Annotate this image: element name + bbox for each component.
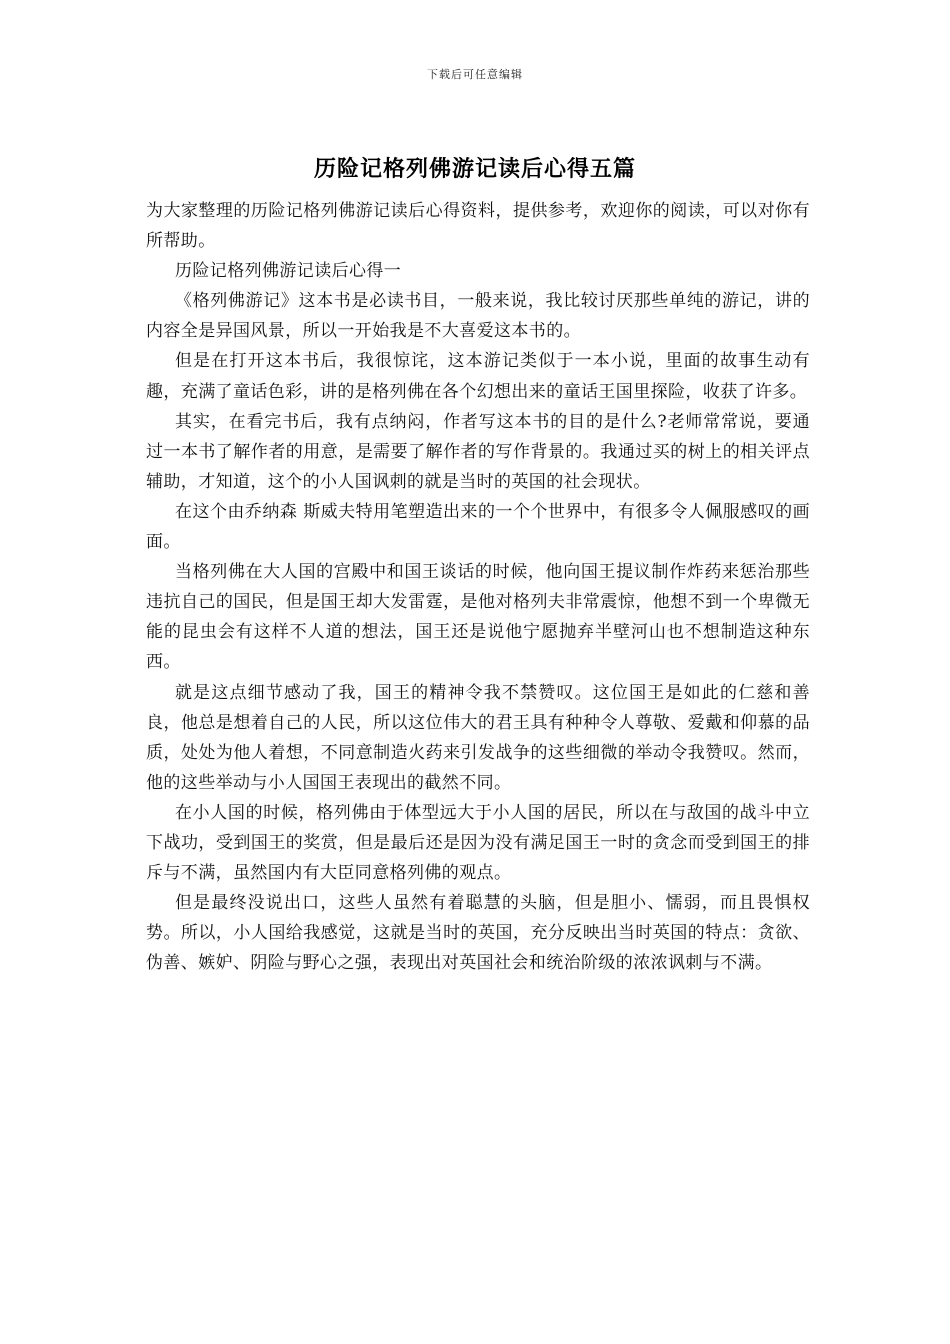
document-title: 历险记格列佛游记读后心得五篇 <box>313 156 636 182</box>
header-note: 下载后可任意编辑 <box>427 68 523 81</box>
body-paragraph: 其实，在看完书后，我有点纳闷，作者写这本书的目的是什么?老师常常说，要通过一本书了解作者的用意，是需要了解作者的写作背景的。我通过买的树上的相关评点辅助，才知道，这个的小人国讽刺的就是当时的英国的社会现状。 <box>146 411 810 492</box>
document-body <box>146 196 810 978</box>
body-paragraph: 但是最终没说出口，这些人虽然有着聪慧的头脑，但是胆小、懦弱，而且畏惧权势。所以，小人国给我感觉，这就是当时的英国，充分反映出当时英国的特点：贪欲、伪善、嫉妒、阴险与野心之强，表现出对英国社会和统治阶级的浓浓讽刺与不满。 <box>146 893 810 974</box>
body-paragraph: 当格列佛在大人国的宫殿中和国王谈话的时候，他向国王提议制作炸药来惩治那些违抗自己的国民，但是国王却大发雷霆，是他对格列夫非常震惊，他想不到一个卑微无能的昆虫会有这样不人道的想法，国王还是说他宁愿抛弃半壁河山也不想制造这种东西。 <box>146 562 810 673</box>
body-paragraph: 在这个由乔纳森 斯威夫特用笔塑造出来的一个个世界中，有很多令人佩服感叹的画面。 <box>146 501 810 553</box>
body-paragraph: 《格列佛游记》这本书是必读书目，一般来说，我比较讨厌那些单纯的游记，讲的内容全是异国风景，所以一开始我是不大喜爱这本书的。 <box>146 291 810 342</box>
body-paragraph: 就是这点细节感动了我，国王的精神令我不禁赞叹。这位国王是如此的仁慈和善良，他总是想着自己的人民，所以这位伟大的君王具有种种令人尊敬、爱戴和仰慕的品质，处处为他人着想，不同意制造火药来引发战争的这些细微的举动令我赞叹。然而，他的这些举动与小人国国王表现出的截然不同。 <box>146 682 810 793</box>
intro-paragraph: 为大家整理的历险记格列佛游记读后心得资料，提供参考，欢迎你的阅读，可以对你有所帮助。 <box>146 201 810 252</box>
body-paragraph: 在小人国的时候，格列佛由于体型远大于小人国的居民，所以在与敌国的战斗中立下战功，受到国王的奖赏，但是最后还是因为没有满足国王一时的贪念而受到国王的排斥与不满，虽然国内有大臣同意格列佛的观点。 <box>146 802 810 884</box>
section-heading: 历险记格列佛游记读后心得一 <box>175 261 402 282</box>
body-paragraph: 但是在打开这本书后，我很惊诧，这本游记类似于一本小说，里面的故事生动有趣，充满了童话色彩，讲的是格列佛在各个幻想出来的童话王国里探险，收获了许多。 <box>146 351 810 402</box>
